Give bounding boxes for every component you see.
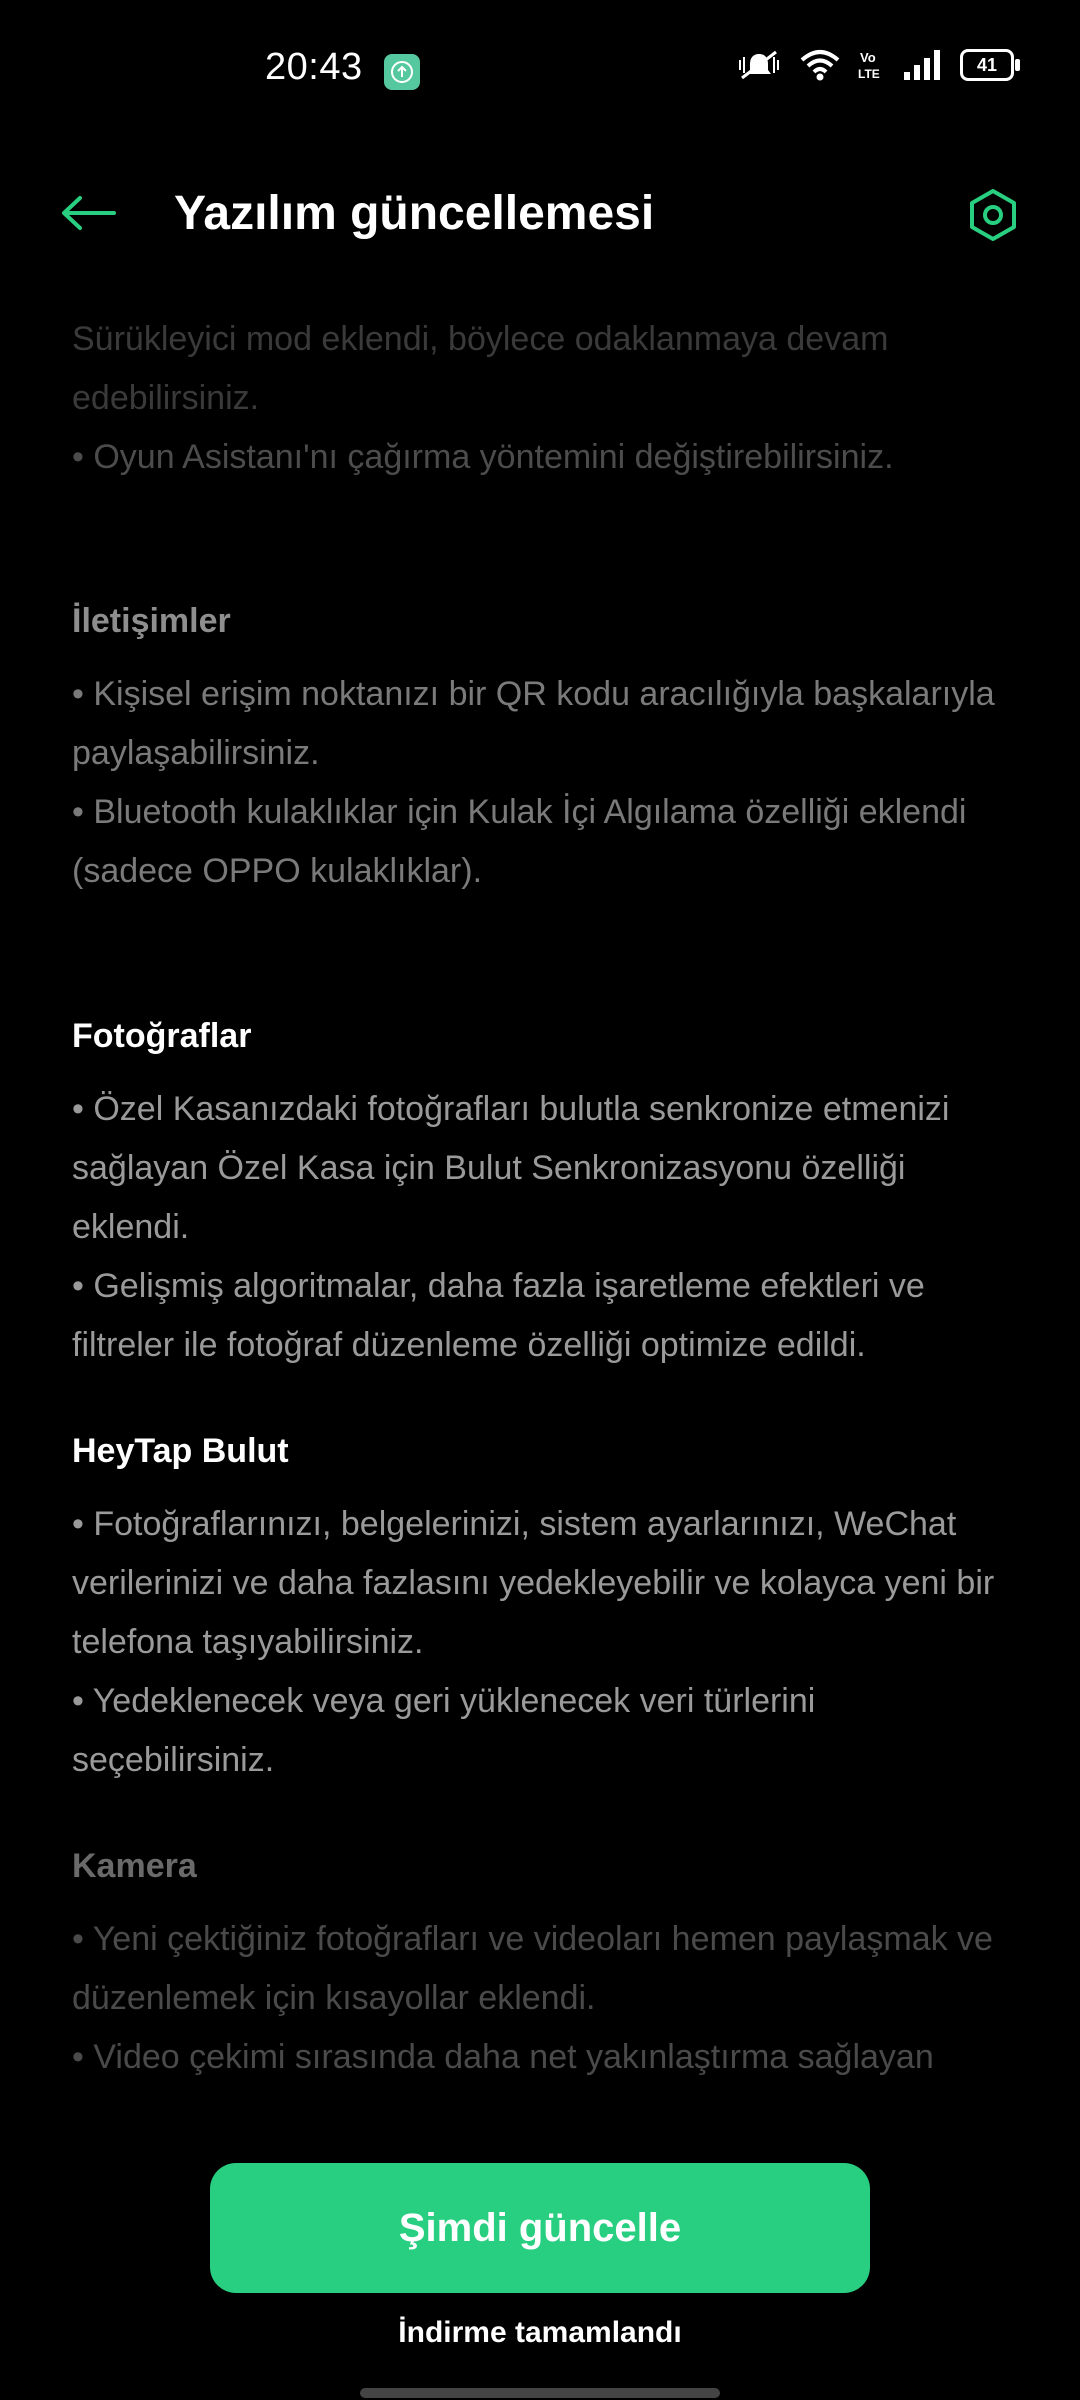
section-body: • Özel Kasanızdaki fotoğrafları bulutla senkronize etmenizi sağlayan Özel Kasa için Bulut Senkronizasyonu özelliği eklendi. • Gelişmiş algoritmalar, daha fazla işaretleme efektleri ve filtreler ile fotoğraf düzenleme özelliği optimize edildi. [72, 1090, 950, 1364]
release-notes[interactable] [72, 310, 1022, 2090]
battery-icon [960, 49, 1014, 81]
status-bar [0, 0, 1080, 140]
section-fotograflar [72, 1007, 1022, 1375]
faded-line-1: Sürükleyici mod eklendi, böylece odaklanmaya devam [72, 320, 889, 358]
mute-vibrate-icon [736, 48, 782, 82]
download-status: İndirme tamamlandı [398, 2316, 682, 2349]
section-heytap-bulut [72, 1422, 1022, 1790]
volte-icon [858, 48, 884, 82]
section-title: İletişimler [72, 602, 231, 640]
arrow-left-icon [60, 193, 116, 233]
battery-level: 41 [976, 54, 998, 75]
svg-text:LTE: LTE [858, 67, 880, 81]
faded-line-2: edebilirsiniz. [72, 379, 260, 417]
settings-button[interactable] [966, 188, 1020, 242]
home-indicator[interactable] [360, 2388, 720, 2398]
section-title: Fotoğraflar [72, 1017, 252, 1055]
page-title: Yazılım güncellemesi [174, 187, 655, 240]
gear-icon [966, 188, 1020, 242]
signal-icon [902, 48, 942, 82]
section-kamera [72, 1837, 1022, 2087]
app-header [0, 170, 1080, 260]
back-button[interactable] [60, 188, 120, 238]
section-title: Kamera [72, 1847, 197, 1885]
section-title: HeyTap Bulut [72, 1432, 289, 1470]
section-iletisimler [72, 592, 1022, 901]
section-body: • Kişisel erişim noktanızı bir QR kodu aracılığıyla başkalarıyla paylaşabilirsiniz. • Bluetooth kulaklıklar için Kulak İçi Algılama özelliği eklendi (sadece OPPO kulaklıklar). [72, 675, 995, 890]
section-body: • Yeni çektiğiniz fotoğrafları ve videoları hemen paylaşmak ve düzenlemek için kısayollar eklendi. • Video çekimi sırasında daha net yakınlaştırma sağlayan [72, 1920, 993, 2076]
status-icons [736, 48, 1014, 82]
wifi-icon [800, 48, 840, 82]
svg-text:Vo: Vo [860, 50, 876, 65]
update-now-button[interactable]: Şimdi güncelle [210, 2163, 870, 2293]
section-body: • Fotoğraflarınızı, belgelerinizi, sistem ayarlarınızı, WeChat verilerinizi ve daha fazlasını yedekleyebilir ve kolayca yeni bir telefona taşıyabilirsiniz. • Yedeklenecek veya geri yüklenecek veri türlerini seçebilirsiniz. [72, 1505, 995, 1779]
status-time: 20:43 [265, 46, 363, 88]
faded-line-3: • Oyun Asistanı'nı çağırma yöntemini değiştirebilirsiniz. [72, 438, 894, 476]
update-badge-icon [384, 54, 420, 90]
